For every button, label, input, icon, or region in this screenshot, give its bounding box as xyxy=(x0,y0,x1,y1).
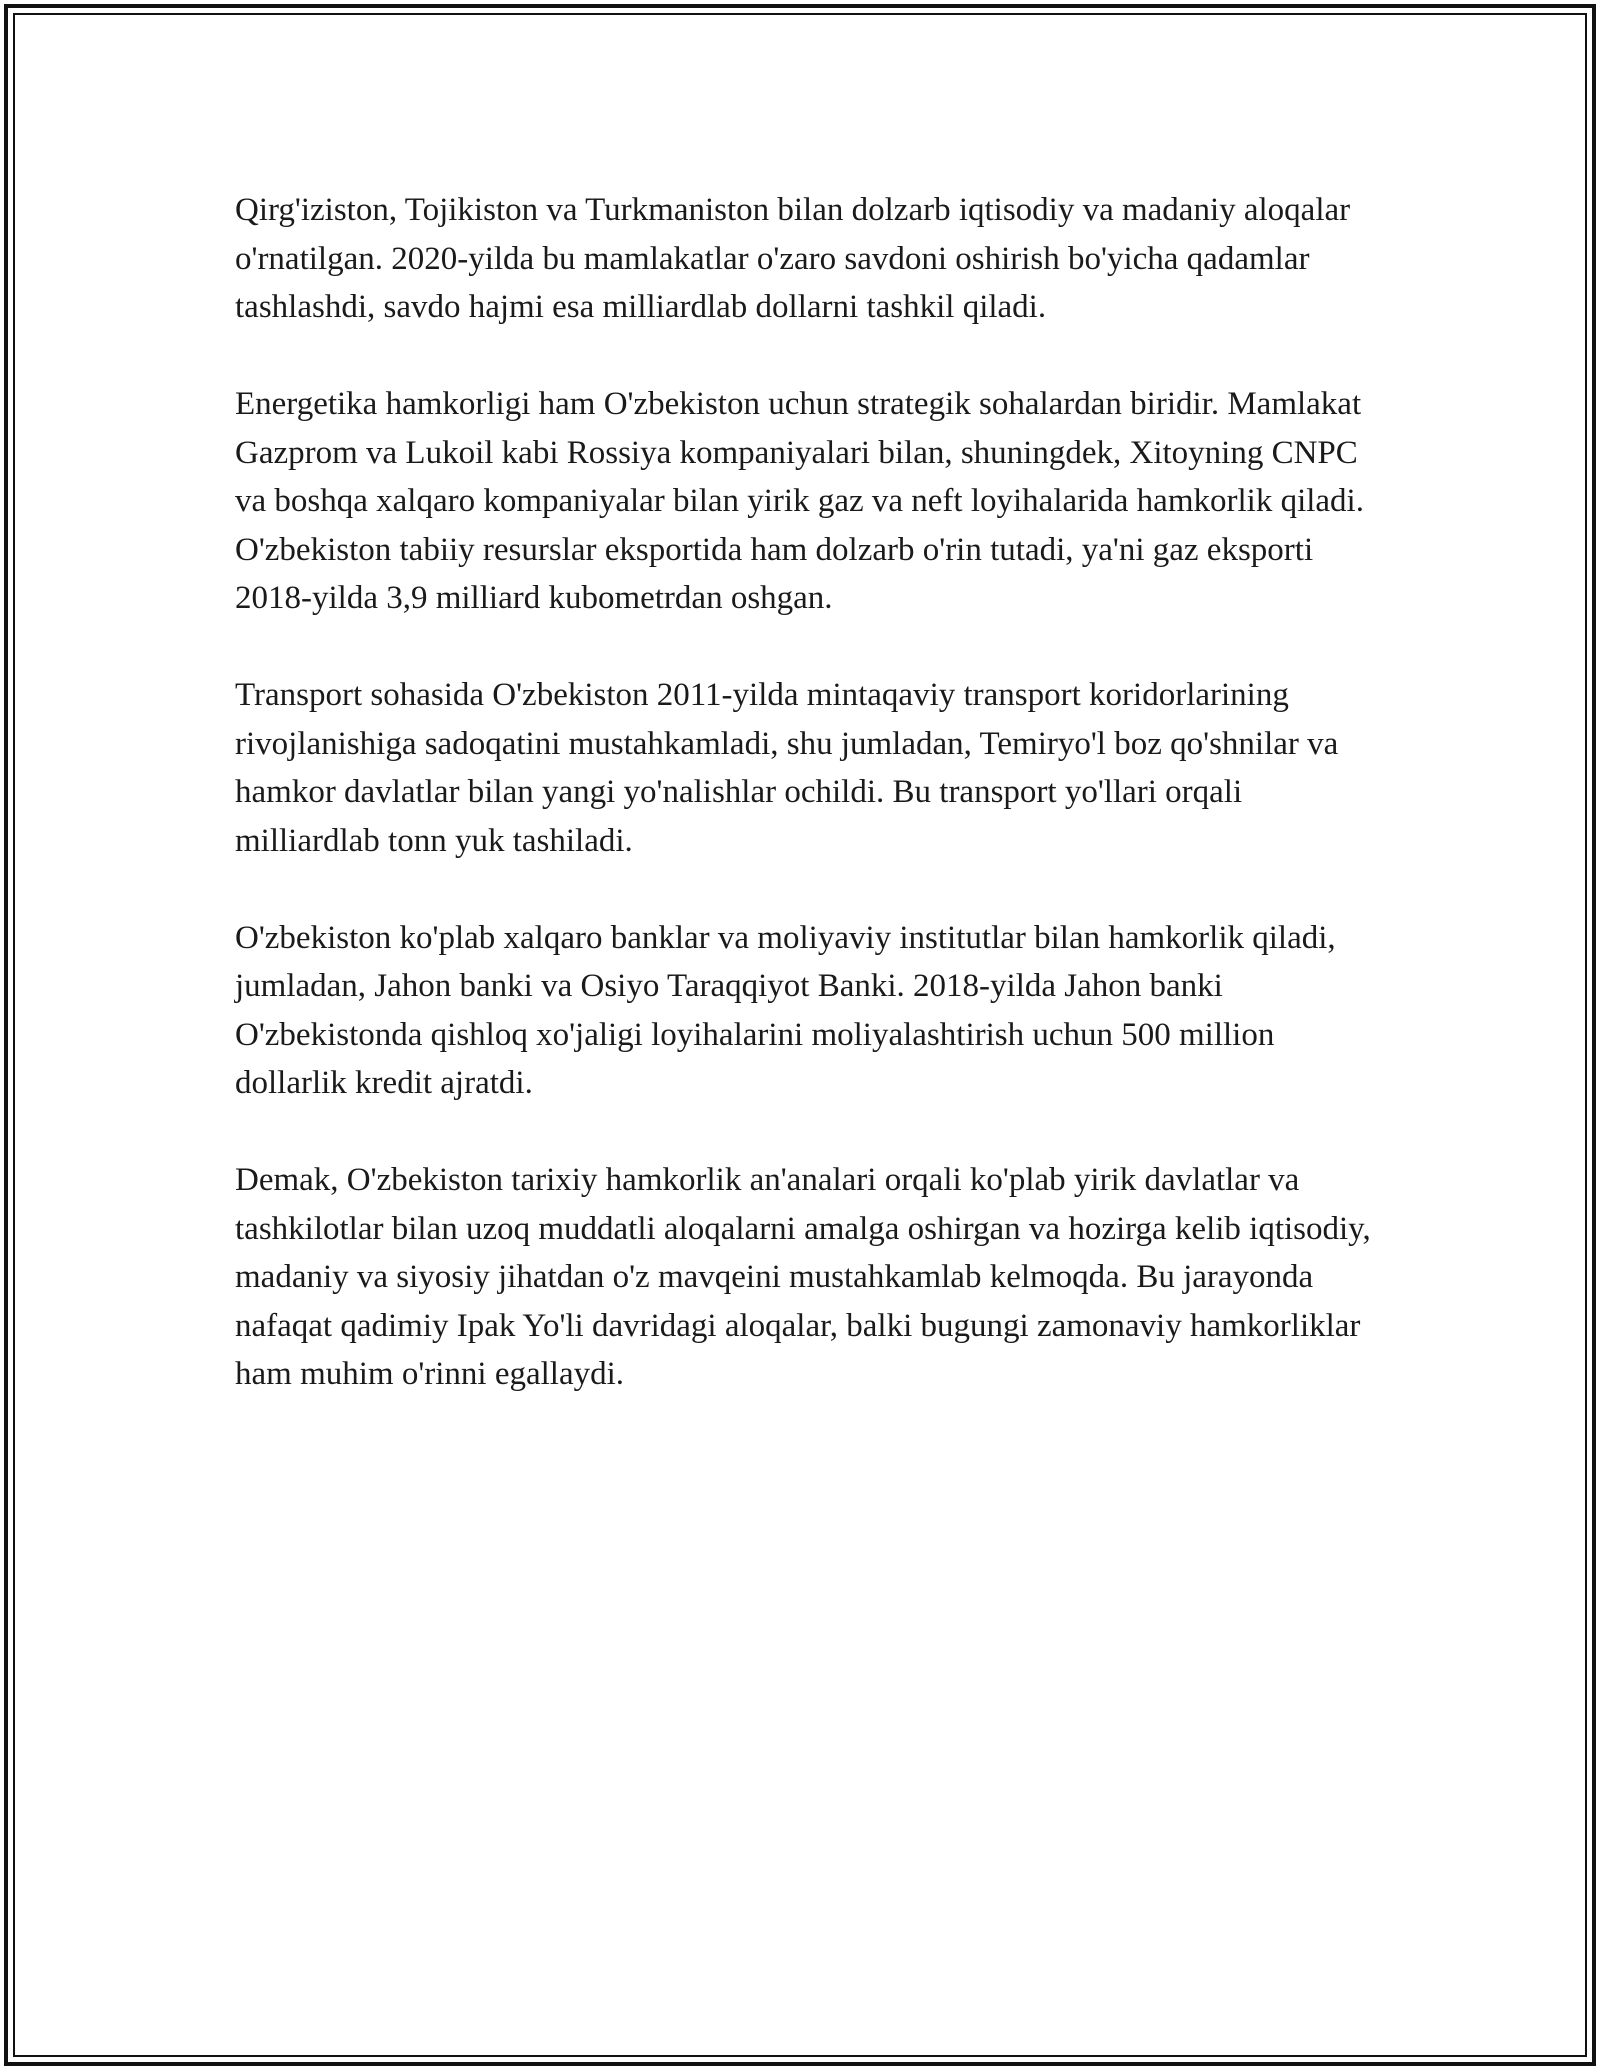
paragraph-finance: O'zbekiston ko'plab xalqaro banklar va moliyaviy institutlar bilan hamkorlik qiladi, jumladan, Jahon banki va Osiyo Taraqqiyot Banki. 2018-yilda Jahon banki O'zbekistonda qishloq xo'jaligi loyihalarini moliyalashtirish uchun 500 million dollarlik kredit ajratdi. xyxy=(235,919,1336,1101)
paragraph-energy: Energetika hamkorligi ham O'zbekiston uchun strategik sohalardan biridir. Mamlakat Gazprom va Lukoil kabi Rossiya kompaniyalari bilan, shuningdek, Xitoyning CNPC va boshqa xalqaro kompaniyalar bilan yirik gaz va neft loyihalarida hamkorlik qiladi. O'zbekiston tabiiy resurslar eksportida ham dolzarb o'rin tutadi, ya'ni gaz eksporti 2018-yilda 3,9 milliard kubometrdan oshgan. xyxy=(235,386,1364,616)
paragraph-conclusion: Demak, O'zbekiston tarixiy hamkorlik an'analari orqali ko'plab yirik davlatlar va tashkilotlar bilan uzoq muddatli aloqalarni amalga oshirgan va hozirga kelib iqtisodiy, madaniy va siyosiy jihatdan o'z mavqeini mustahkamlab kelmoqda. Bu jarayonda nafaqat qadimiy Ipak Yo'li davridagi aloqalar, balki bugungi zamonaviy hamkorliklar ham muhim o'rinni egallaydi. xyxy=(235,1162,1371,1392)
paragraph-transport: Transport sohasida O'zbekiston 2011-yilda mintaqaviy transport koridorlarining rivojlanishiga sadoqatini mustahkamladi, shu jumladan, Temiryo'l boz qo'shnilar va hamkor davlatlar bilan yangi yo'nalishlar ochildi. Bu transport yo'llari orqali milliardlab tonn yuk tashiladi. xyxy=(235,677,1339,859)
paragraph-trade: Qirg'iziston, Tojikiston va Turkmaniston bilan dolzarb iqtisodiy va madaniy aloqalar o'rnatilgan. 2020-yilda bu mamlakatlar o'zaro savdoni oshirish bo'yicha qadamlar tashlashdi, savdo hajmi esa milliardlab dollarni tashkil qiladi. xyxy=(235,192,1351,325)
document-body xyxy=(235,186,1385,1399)
